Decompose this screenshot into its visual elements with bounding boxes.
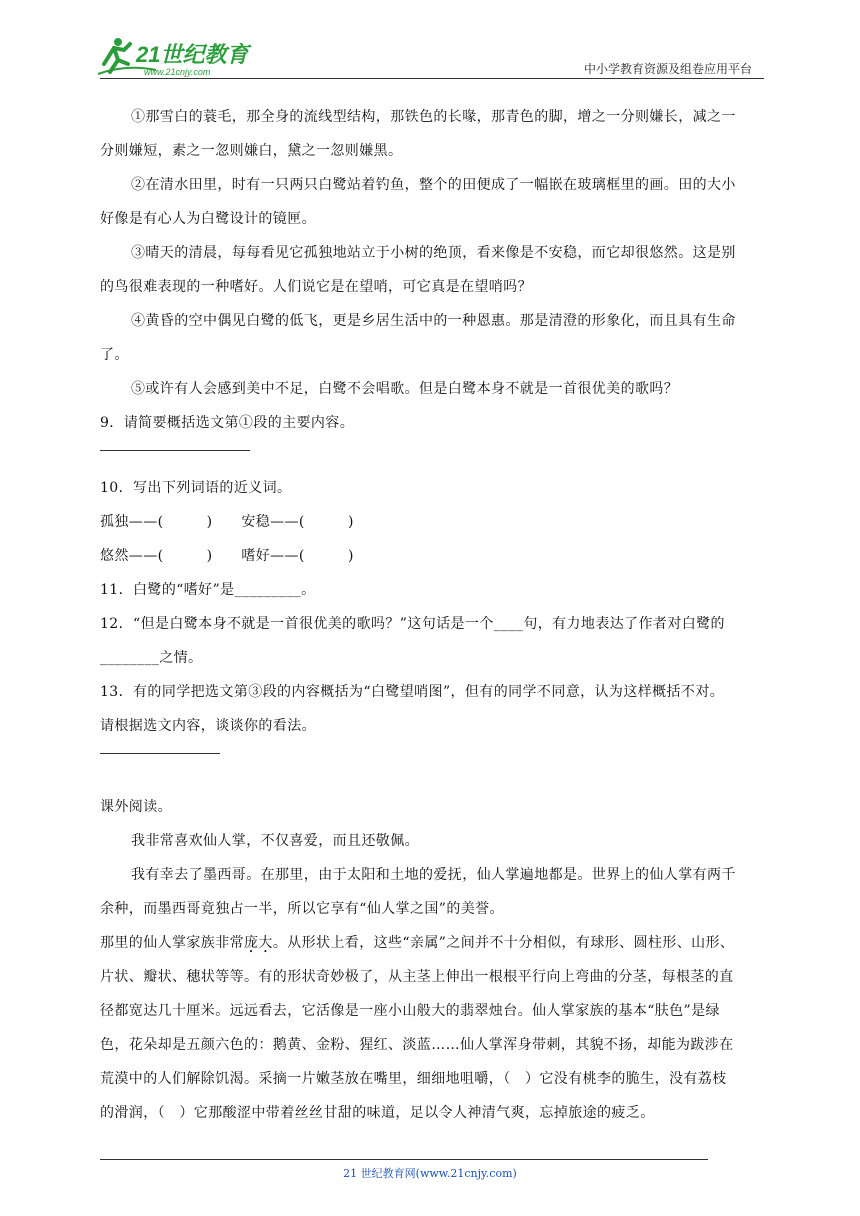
site-logo: [96, 34, 266, 78]
passage-line: 我有幸去了墨西哥。在那里，由于太阳和土地的爱抚，仙人掌遍地都是。世界上的仙人掌有两千: [131, 867, 736, 883]
question-13: 请根据选文内容，谈谈你的看法。: [100, 718, 316, 734]
passage-line: ③晴天的清晨，每每看见它孤独地站立于小树的绝顶，看来像是不安稳，而它却很悠然。这是别: [131, 245, 736, 261]
passage-line: 的滑润，（ ）它那酸涩中带着丝丝甘甜的味道，足以令人神清气爽，忘掉旅途的疲乏。: [100, 1105, 655, 1121]
emphasis-char: 大: [258, 935, 273, 951]
passage-line: 余种，而墨西哥竟独占一半，所以它享有“仙人掌之国”的美誉。: [100, 901, 504, 917]
passage-line: 分则嫌短，素之一忽则嫌白，黛之一忽则嫌黑。: [100, 143, 403, 159]
passage-line: 荒漠中的人们解除饥渴。采摘一片嫩茎放在嘴里，细细地咀嚼，（ ）它没有桃李的脆生，没有荔枝: [100, 1071, 727, 1087]
passage-line: 了。: [100, 347, 129, 363]
question-10-row: 悠然——( ) 嗜好——( ): [100, 548, 354, 564]
question-13: 13．有的同学把选文第③段的内容概括为“白鹭望哨图”，但有的同学不同意，认为这样概括不对。: [100, 684, 725, 700]
passage-line: 片状、瓣状、穗状等等。有的形状奇妙极了，从主茎上伸出一根根平行向上弯曲的分茎，每根茎的直: [100, 969, 734, 985]
footer-link[interactable]: 21 世纪教育网(www.21cnjy.com): [343, 1167, 517, 1180]
section-heading: 课外阅读。: [100, 799, 172, 815]
passage-line: 那里的仙人掌家族非常庞大。从形状上看，这些“亲属”之间并不十分相似，有球形、圆柱形、山形、: [100, 935, 735, 951]
question-12: 12．“但是白鹭本身不就是一首很优美的歌吗？”这句话是一个____句，有力地表达了作者对白鹭的: [100, 616, 725, 632]
answer-line-9[interactable]: [100, 450, 250, 451]
passage-cactus: [100, 790, 764, 1130]
answer-line-13[interactable]: [100, 753, 220, 754]
question-10: 10．写出下列词语的近义词。: [100, 480, 292, 496]
passage-line: 的鸟很难表现的一种嗜好。人们说它是在望哨，可它真是在望哨吗？: [100, 279, 532, 295]
passage-baigu: [100, 100, 764, 406]
header-divider: [100, 78, 764, 79]
question-9: 9．请简要概括选文第①段的主要内容。: [100, 415, 355, 431]
question-12: ________之情。: [100, 650, 203, 666]
passage-line: 径都宽达几十厘米。远远看去，它活像是一座小山般大的翡翠烛台。仙人掌家族的基本“肤色”是绿: [100, 1003, 720, 1019]
question-11: 11．白鹭的“嗜好”是_________。: [100, 582, 316, 598]
svg-text:www.21cnjy.com: www.21cnjy.com: [144, 67, 211, 77]
passage-line: ②在清水田里，时有一只两只白鹭站着钓鱼，整个的田便成了一幅嵌在玻璃框里的画。田的大小: [131, 177, 736, 193]
footer-divider: [100, 1159, 708, 1160]
passage-line: 色，花朵却是五颜六色的：鹅黄、金粉、猩红、淡蓝……仙人掌浑身带刺，其貌不扬，却能为跋涉在: [100, 1037, 734, 1053]
platform-name: 中小学教育资源及组卷应用平台: [583, 62, 752, 76]
svg-text:21世纪教育: 21世纪教育: [136, 42, 249, 67]
passage-line: 好像是有心人为白鹭设计的镜匣。: [100, 211, 316, 227]
passage-line: ⑤或许有人会感到美中不足，白鹭不会唱歌。但是白鹭本身不就是一首很优美的歌吗？: [131, 381, 679, 397]
passage-line: ④黄昏的空中偶见白鹭的低飞，更是乡居生活中的一种恩惠。那是清澄的形象化，而且具有生命: [131, 313, 736, 329]
passage-line: ①那雪白的蓑毛，那全身的流线型结构，那铁色的长喙，那青色的脚，增之一分则嫌长，减之一: [131, 109, 736, 125]
page-header: [96, 34, 764, 82]
page-content: [100, 100, 764, 1130]
passage-line: 我非常喜欢仙人掌，不仅喜爱，而且还敬佩。: [131, 833, 419, 849]
emphasis-char: 庞: [244, 935, 259, 951]
question-10-row: 孤独——( ) 安稳——( ): [100, 514, 354, 530]
